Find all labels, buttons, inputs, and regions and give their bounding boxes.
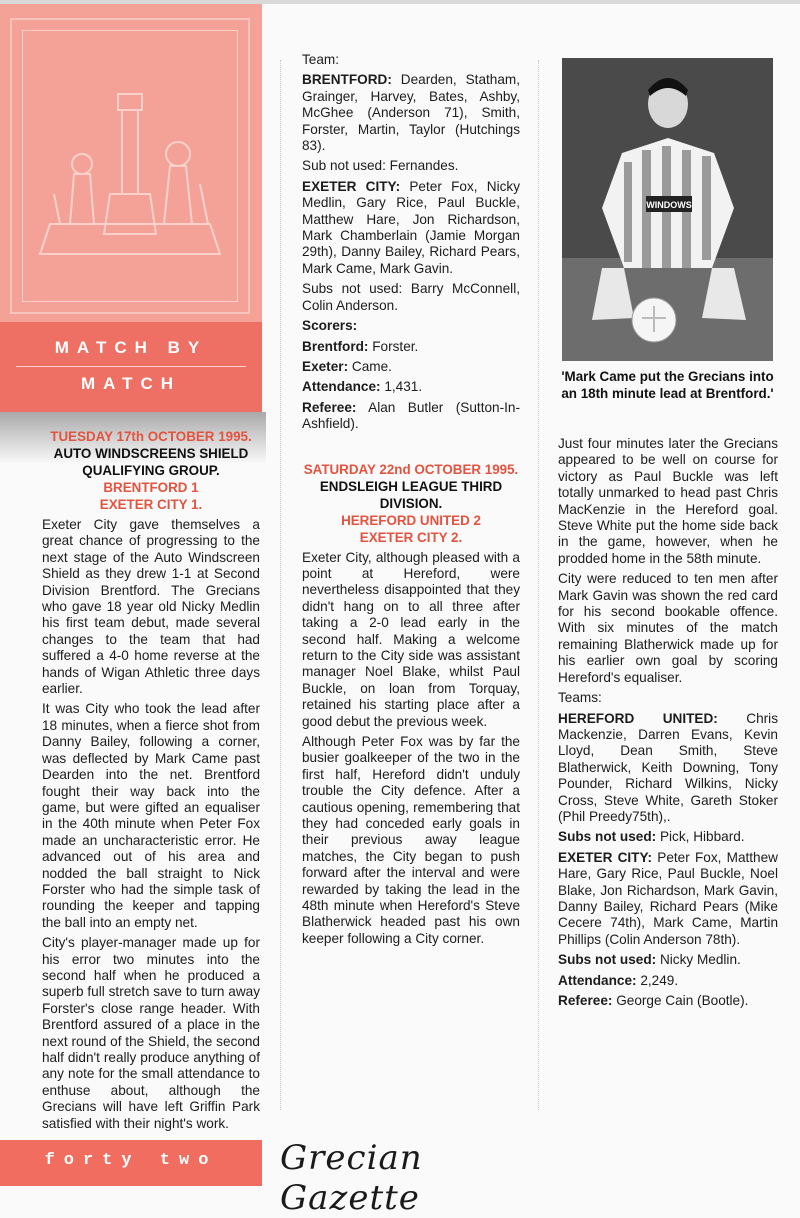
match2-paragraph: Although Peter Fox was by far the busier goalkeeper of the two in the first half, Hereford didn't unduly trouble the City defence. After a cautious opening, remembering that they had conceded early goals in their previous away league matches, the City began to push forward after the interval and were rewarded by taking the lead in the 48th minute when Hereford's Steve Blatherwick headed past his own keeper following a City corner. xyxy=(302,734,520,946)
match1-header xyxy=(42,428,260,513)
match1-exeter-lineup xyxy=(302,179,520,277)
match2-exeter-lineup xyxy=(558,850,778,948)
page-number: forty two xyxy=(44,1151,218,1170)
scorer-name: Forster. xyxy=(372,338,419,354)
attendance-value: 1,431. xyxy=(384,379,423,395)
referee-label: Referee: xyxy=(302,399,357,415)
match2-hereford-lineup xyxy=(558,711,778,826)
match1-scorers-away xyxy=(302,359,520,375)
player-photo xyxy=(562,58,773,361)
section-title-continued: MATCH xyxy=(80,374,182,393)
referee-value: George Cain (Bootle). xyxy=(616,993,749,1008)
team-label: BRENTFORD: xyxy=(302,72,392,88)
team-label: HEREFORD UNITED: xyxy=(558,710,718,726)
match1-scorers-home xyxy=(302,339,520,355)
subs-text: Nicky Medlin. xyxy=(659,952,741,968)
match2-away-score: EXETER CITY 2. xyxy=(359,529,463,545)
match1-paragraph: Exeter City gave themselves a great chance of progressing to the next stage of the Auto Windscreen Shield as they drew 1-1 at Second Division Brentford. The Grecians who gave 18 year old Nicky Medlin his first team debut, made several changes to the team that had suffered a 4-0 home reverse at the hands of Wigan Athletic three days earlier. xyxy=(42,517,260,697)
match1-date: TUESDAY 17th OCTOBER 1995. xyxy=(50,429,252,444)
scorer-team-label: Brentford: xyxy=(302,338,369,354)
article-column-2 xyxy=(302,52,520,951)
match1-paragraph: It was City who took the lead after 18 minutes, when a fierce shot from Danny Bailey, following a corner, was deflected by Mark Came past Dearden into the net. Brentford fought their way back into the game, but were gifted an equaliser in the 40th minute when Peter Fox made an uncharacteristic error. He advanced out of his area and nodded the ball straight to Nick Forster who had the simple task of rounding the keeper and tapping the ball into an empty net. xyxy=(42,701,260,930)
title-divider xyxy=(16,366,246,367)
match2-date: SATURDAY 22nd OCTOBER 1995. xyxy=(303,461,519,477)
section-title: MATCH BY xyxy=(54,338,208,357)
section-emblem-panel xyxy=(0,4,262,322)
match1-paragraph: City's player-manager made up for his error two minutes into the second half when he produced a superb full stretch save to turn away Forster's close range header. With Brentford assured of a place in the next round of the Shield, the second half didn't really produce anything of any note for the small attendance to enthuse about, although the Grecians will have left Griffin Park satisfied with their night's work. xyxy=(42,935,260,1131)
match2-paragraph: City were reduced to ten men after Mark Gavin was shown the red card for his second bookable offence. With six minutes of the match remaining Blatherwick made up for his earlier own goal by scoring Hereford's equaliser. xyxy=(558,571,778,685)
match2-exeter-subs xyxy=(558,952,778,968)
match1-scorers-label: Scorers: xyxy=(302,318,358,334)
team-label: EXETER CITY: xyxy=(302,178,401,194)
match2-competition: ENDSLEIGH LEAGUE THIRD DIVISION. xyxy=(319,478,503,511)
column-divider xyxy=(280,60,281,1110)
player-photo-illustration xyxy=(562,58,773,361)
subs-label: Subs not used: xyxy=(558,829,657,845)
match2-paragraph: Exeter City, although pleased with a point at Hereford, were nevertheless disappointed that they didn't hang on to all three after taking a 2-0 lead early in the second half. Making a welcome return to the City side was assistant manager Noel Blake, whilst Paul Buckle, on loan from Torquay, retained his starting place after a good debut the previous week. xyxy=(302,549,520,729)
match2-header xyxy=(302,461,520,546)
attendance-label: Attendance: xyxy=(302,379,381,395)
attendance-value: 2,249. xyxy=(640,972,679,988)
photo-caption: 'Mark Came put the Grecians into an 18th minute lead at Brentford.' xyxy=(561,369,774,401)
referee-value: Alan Butler (Sutton-In-Ashfield). xyxy=(302,399,520,432)
lineup-text: Dearden, Statham, Grainger, Harvey, Bates, Ashby, McGhee (Anderson 71), Smith, Forster, Martin, Taylor (Hutchings 83). xyxy=(302,72,520,154)
match1-referee xyxy=(302,400,520,433)
article-column-3 xyxy=(558,436,778,1013)
match2-referee xyxy=(558,993,778,1009)
match1-teams-label: Team: xyxy=(302,52,340,67)
scorer-name: Came. xyxy=(351,358,392,374)
lineup-text: Peter Fox, Nicky Medlin, Gary Rice, Paul Buckle, Matthew Hare, Jon Richardson, Mark Chamberlain (Jamie Morgan 29th), Danny Bailey, Richard Pears, Mark Came, Mark Gavin. xyxy=(302,178,520,276)
subs-label: Subs not used: xyxy=(558,952,657,968)
magazine-title: Grecian Gazette xyxy=(280,1138,423,1218)
lineup-text: Peter Fox, Matthew Hare, Gary Rice, Paul Buckle, Noel Blake, Jon Richardson, Mark Gavin, Danny Bailey, Richard Pears (Mike Cecere 74th), Mark Came, Martin Phillips (Colin Anderson 78th). xyxy=(558,849,778,947)
match1-competition: AUTO WINDSCREENS SHIELD QUALIFYING GROUP. xyxy=(53,446,249,478)
match1-brentford-lineup xyxy=(302,72,520,154)
match1-attendance xyxy=(302,379,520,395)
lineup-text: Chris Mackenzie, Darren Evans, Kevin Lloyd, Dean Smith, Steve Blatherwick, Keith Downing, Tony Pounder, Richard Wilkins, Nicky Cross, Steve White, Gareth Stoker (Phil Preedy75th),. xyxy=(558,710,779,824)
match1-home-score: BRENTFORD 1 xyxy=(103,480,199,495)
match2-home-score: HEREFORD UNITED 2 xyxy=(341,512,481,528)
match2-attendance xyxy=(558,973,778,989)
shirt-sponsor-text: WINDOWS xyxy=(646,200,692,210)
match1-exeter-subs: Subs not used: Barry McConnell, Colin Anderson. xyxy=(302,281,520,313)
match2-teams-label: Teams: xyxy=(558,690,602,706)
article-column-1 xyxy=(42,428,260,1136)
match1-away-score: EXETER CITY 1. xyxy=(99,497,203,512)
scorer-team-label: Exeter: xyxy=(302,358,349,374)
match2-hereford-subs xyxy=(558,829,778,845)
referee-label: Referee: xyxy=(558,993,613,1008)
attendance-label: Attendance: xyxy=(558,972,637,988)
subs-text: Pick, Hibbard. xyxy=(659,829,745,845)
column-divider xyxy=(538,60,539,1110)
match2-paragraph: Just four minutes later the Grecians appeared to be well on course for victory as Paul Buckle was left totally unmarked to head past Chris MacKenzie in the Hereford goal. Steve White put the home side back in the game, however, when he prodded home in the 58th minute. xyxy=(558,436,778,566)
team-label: EXETER CITY: xyxy=(558,849,653,865)
section-title-panel xyxy=(0,322,262,412)
match1-brentford-subs: Sub not used: Fernandes. xyxy=(302,158,459,174)
chess-pieces-icon xyxy=(30,74,230,274)
